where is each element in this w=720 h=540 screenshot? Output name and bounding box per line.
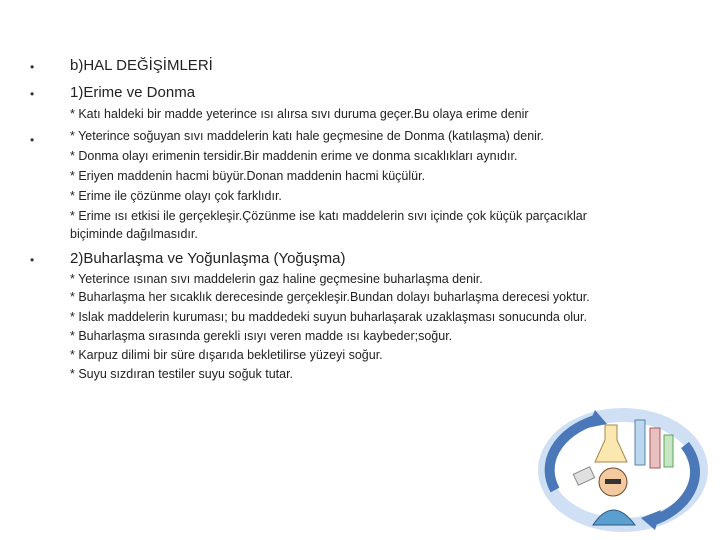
text-line: * Eriyen maddenin hacmi büyür.Donan maddenin hacmi küçülür. [70, 169, 426, 183]
bullet-dot: • [30, 60, 35, 74]
text-line: biçiminde dağılmasıdır. [70, 227, 198, 241]
bullet-dot: • [30, 133, 35, 147]
glasses-icon [605, 479, 621, 484]
text-line: * Buharlaşma sırasında gerekli ısıyı veren madde ısı kaybeder;soğur. [70, 329, 453, 343]
test-tube-icon [635, 420, 645, 465]
text-line: * Suyu sızdıran testiler suyu soğuk tutar. [70, 367, 294, 381]
bullet-dot: • [30, 253, 35, 267]
text-line: * Yeterince ısınan sıvı maddelerin gaz haline geçmesine buharlaşma denir. [70, 272, 483, 286]
bullet-dot: • [30, 87, 35, 101]
paper-icon [573, 467, 594, 485]
section-title-buharlasma: 2)Buharlaşma ve Yoğunlaşma (Yoğuşma) [70, 250, 346, 267]
flask-icon [595, 425, 627, 462]
text-line: * Erime ısı etkisi ile gerçekleşir.Çözünme ise katı maddelerin sıvı içinde çok küçük parçacıklar [70, 209, 587, 223]
text-line: * Erime ile çözünme olayı çok farklıdır. [70, 189, 282, 203]
section-title-hal-degisimleri: b)HAL DEĞİŞİMLERİ [70, 57, 213, 74]
section-title-erime-donma: 1)Erime ve Donma [70, 84, 196, 101]
test-tube-icon [664, 435, 673, 467]
text-line: * Islak maddelerin kuruması; bu maddedeki suyun buharlaşarak uzaklaşması sonucunda olur. [70, 310, 587, 324]
text-line: * Karpuz dilimi bir süre dışarıda bekletilirse yüzeyi soğur. [70, 348, 383, 362]
text-line: * Buharlaşma her sıcaklık derecesinde gerçekleşir.Bundan dolayı buharlaşma derecesi yoktur. [70, 290, 590, 304]
text-line: * Donma olayı erimenin tersidir.Bir maddenin erime ve donma sıcaklıkları aynıdır. [70, 149, 518, 163]
lab-coat-icon [593, 510, 635, 525]
text-line: * Yeterince soğuyan sıvı maddelerin katı hale geçmesine de Donma (katılaşma) denir. [70, 129, 544, 143]
scientist-illustration [535, 400, 710, 535]
text-line: * Katı haldeki bir madde yeterince ısı alırsa sıvı duruma geçer.Bu olaya erime denir [70, 107, 529, 121]
test-tube-icon [650, 428, 660, 468]
